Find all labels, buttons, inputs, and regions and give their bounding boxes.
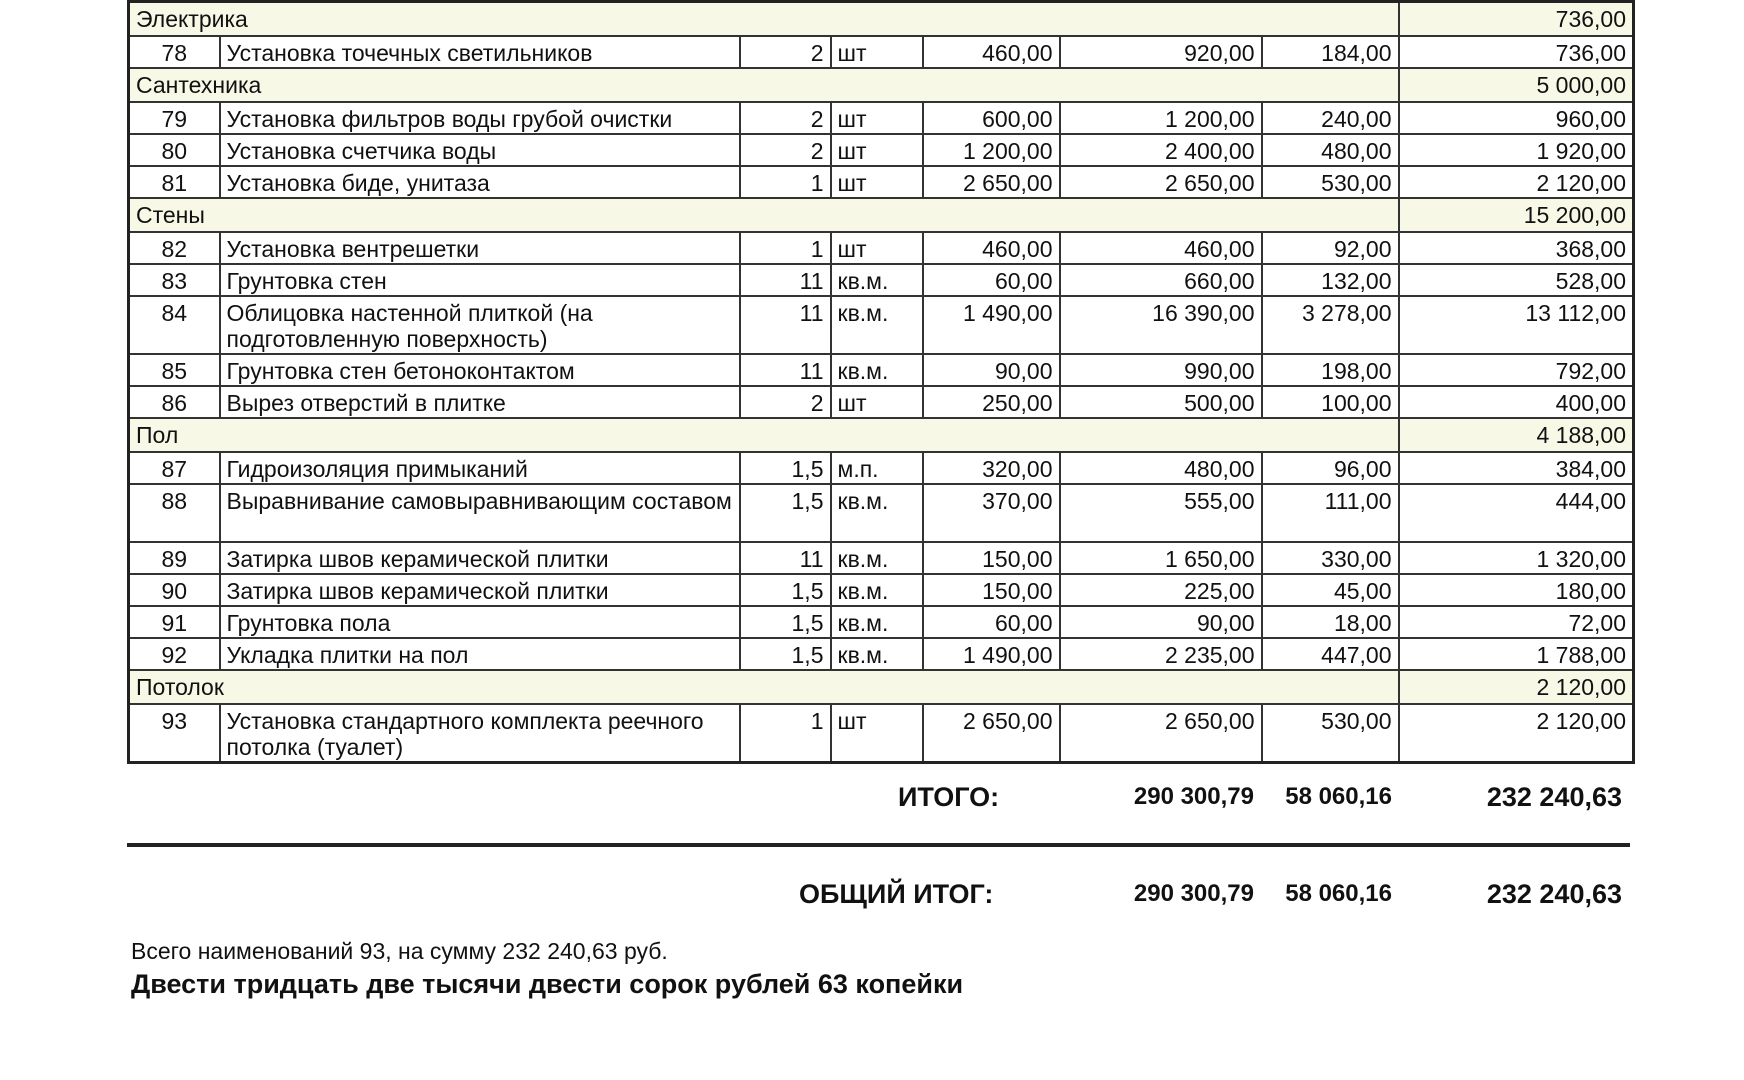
- section-name: Электрика: [129, 2, 1399, 36]
- table-row: [129, 542, 1634, 574]
- grand-totals-discount: 58 060,16: [1285, 880, 1392, 907]
- row-total: 400,00: [1399, 386, 1634, 418]
- row-discount: 92,00: [1262, 232, 1399, 264]
- row-number: 81: [129, 166, 220, 198]
- row-total: 72,00: [1399, 606, 1634, 638]
- row-total: 2 120,00: [1399, 166, 1634, 198]
- row-number: 82: [129, 232, 220, 264]
- row-price: 460,00: [923, 232, 1060, 264]
- row-discount: 198,00: [1262, 354, 1399, 386]
- row-work-name: Установка вентрешетки: [220, 232, 740, 264]
- row-discount: 530,00: [1262, 166, 1399, 198]
- table-row: [129, 166, 1634, 198]
- row-price: 60,00: [923, 264, 1060, 296]
- row-quantity: 1,5: [740, 638, 831, 670]
- row-sum: 225,00: [1060, 574, 1262, 606]
- row-total: 528,00: [1399, 264, 1634, 296]
- row-sum: 2 650,00: [1060, 704, 1262, 763]
- row-number: 90: [129, 574, 220, 606]
- row-quantity: 1,5: [740, 452, 831, 484]
- row-sum: 90,00: [1060, 606, 1262, 638]
- row-total: 13 112,00: [1399, 296, 1634, 354]
- section-name: Потолок: [129, 670, 1399, 704]
- row-discount: 45,00: [1262, 574, 1399, 606]
- row-total: 960,00: [1399, 102, 1634, 134]
- row-unit: кв.м.: [831, 264, 923, 296]
- row-quantity: 2: [740, 386, 831, 418]
- row-sum: 2 400,00: [1060, 134, 1262, 166]
- row-total: 736,00: [1399, 36, 1634, 68]
- row-number: 88: [129, 484, 220, 542]
- totals-divider: [127, 843, 1630, 847]
- row-discount: 240,00: [1262, 102, 1399, 134]
- summary-count-line: Всего наименований 93, на сумму 232 240,63 руб.: [131, 938, 668, 964]
- row-discount: 330,00: [1262, 542, 1399, 574]
- row-unit: кв.м.: [831, 484, 923, 542]
- table-row: [129, 386, 1634, 418]
- row-price: 1 200,00: [923, 134, 1060, 166]
- row-unit: шт: [831, 232, 923, 264]
- row-sum: 500,00: [1060, 386, 1262, 418]
- row-unit: кв.м.: [831, 354, 923, 386]
- row-unit: м.п.: [831, 452, 923, 484]
- row-number: 85: [129, 354, 220, 386]
- estimate-body: [129, 2, 1634, 763]
- section-total: 15 200,00: [1399, 198, 1634, 232]
- row-price: 2 650,00: [923, 166, 1060, 198]
- row-price: 600,00: [923, 102, 1060, 134]
- row-sum: 920,00: [1060, 36, 1262, 68]
- row-work-name: Затирка швов керамической плитки: [220, 574, 740, 606]
- row-total: 368,00: [1399, 232, 1634, 264]
- row-work-name: Установка точечных светильников: [220, 36, 740, 68]
- row-unit: шт: [831, 166, 923, 198]
- row-quantity: 11: [740, 542, 831, 574]
- row-sum: 16 390,00: [1060, 296, 1262, 354]
- row-price: 150,00: [923, 542, 1060, 574]
- row-quantity: 1,5: [740, 606, 831, 638]
- row-number: 87: [129, 452, 220, 484]
- row-unit: кв.м.: [831, 606, 923, 638]
- row-sum: 660,00: [1060, 264, 1262, 296]
- table-row: [129, 134, 1634, 166]
- row-unit: кв.м.: [831, 638, 923, 670]
- row-sum: 1 200,00: [1060, 102, 1262, 134]
- row-number: 86: [129, 386, 220, 418]
- totals-sum: 290 300,79: [1133, 783, 1254, 810]
- row-sum: 2 235,00: [1060, 638, 1262, 670]
- row-number: 89: [129, 542, 220, 574]
- row-quantity: 2: [740, 36, 831, 68]
- row-discount: 184,00: [1262, 36, 1399, 68]
- row-sum: 480,00: [1060, 452, 1262, 484]
- row-unit: шт: [831, 134, 923, 166]
- section-name: Сантехника: [129, 68, 1399, 102]
- row-total: 792,00: [1399, 354, 1634, 386]
- row-discount: 480,00: [1262, 134, 1399, 166]
- row-work-name: Грунтовка стен: [220, 264, 740, 296]
- row-sum: 1 650,00: [1060, 542, 1262, 574]
- row-work-name: Затирка швов керамической плитки: [220, 542, 740, 574]
- section-total: 5 000,00: [1399, 68, 1634, 102]
- grand-totals-label: ОБЩИЙ ИТОГ:: [799, 879, 994, 909]
- row-sum: 555,00: [1060, 484, 1262, 542]
- row-number: 93: [129, 704, 220, 763]
- row-price: 60,00: [923, 606, 1060, 638]
- grand-totals-total: 232 240,63: [1486, 879, 1622, 909]
- row-discount: 132,00: [1262, 264, 1399, 296]
- table-row: [129, 296, 1634, 354]
- row-discount: 530,00: [1262, 704, 1399, 763]
- row-work-name: Вырез отверстий в плитке: [220, 386, 740, 418]
- table-row: [129, 574, 1634, 606]
- row-work-name: Гидроизоляция примыканий: [220, 452, 740, 484]
- row-sum: 460,00: [1060, 232, 1262, 264]
- grand-totals-sum: 290 300,79: [1133, 880, 1254, 907]
- row-discount: 447,00: [1262, 638, 1399, 670]
- row-work-name: Установка счетчика воды: [220, 134, 740, 166]
- row-price: 1 490,00: [923, 296, 1060, 354]
- row-quantity: 1,5: [740, 574, 831, 606]
- row-quantity: 11: [740, 296, 831, 354]
- row-quantity: 2: [740, 134, 831, 166]
- row-unit: шт: [831, 102, 923, 134]
- section-name: Стены: [129, 198, 1399, 232]
- table-row: [129, 638, 1634, 670]
- row-quantity: 1: [740, 232, 831, 264]
- row-total: 384,00: [1399, 452, 1634, 484]
- row-discount: 96,00: [1262, 452, 1399, 484]
- table-row: [129, 484, 1634, 542]
- row-sum: 990,00: [1060, 354, 1262, 386]
- row-total: 1 788,00: [1399, 638, 1634, 670]
- row-quantity: 1: [740, 166, 831, 198]
- row-discount: 18,00: [1262, 606, 1399, 638]
- row-work-name: Грунтовка стен бетоноконтактом: [220, 354, 740, 386]
- row-number: 83: [129, 264, 220, 296]
- row-total: 1 320,00: [1399, 542, 1634, 574]
- row-quantity: 11: [740, 354, 831, 386]
- row-price: 90,00: [923, 354, 1060, 386]
- section-total: 2 120,00: [1399, 670, 1634, 704]
- row-discount: 111,00: [1262, 484, 1399, 542]
- totals-discount: 58 060,16: [1285, 783, 1392, 810]
- table-row: [129, 704, 1634, 763]
- row-number: 78: [129, 36, 220, 68]
- row-quantity: 1,5: [740, 484, 831, 542]
- row-number: 91: [129, 606, 220, 638]
- section-row: [129, 2, 1634, 36]
- row-quantity: 2: [740, 102, 831, 134]
- row-discount: 3 278,00: [1262, 296, 1399, 354]
- table-row: [129, 232, 1634, 264]
- row-total: 1 920,00: [1399, 134, 1634, 166]
- row-unit: кв.м.: [831, 542, 923, 574]
- summary-amount-in-words: Двести тридцать две тысячи двести сорок рублей 63 копейки: [131, 969, 964, 999]
- row-unit: кв.м.: [831, 574, 923, 606]
- row-work-name: Выравнивание самовыравнивающим составом: [220, 484, 740, 542]
- row-work-name: Установка стандартного комплекта реечного потолка (туалет): [220, 704, 740, 763]
- section-row: [129, 68, 1634, 102]
- row-sum: 2 650,00: [1060, 166, 1262, 198]
- row-unit: шт: [831, 704, 923, 763]
- row-unit: кв.м.: [831, 296, 923, 354]
- row-total: 180,00: [1399, 574, 1634, 606]
- row-total: 444,00: [1399, 484, 1634, 542]
- row-price: 1 490,00: [923, 638, 1060, 670]
- row-total: 2 120,00: [1399, 704, 1634, 763]
- section-row: [129, 198, 1634, 232]
- row-number: 80: [129, 134, 220, 166]
- section-total: 4 188,00: [1399, 418, 1634, 452]
- table-row: [129, 354, 1634, 386]
- totals-label: ИТОГО:: [898, 782, 1000, 812]
- row-work-name: Грунтовка пола: [220, 606, 740, 638]
- totals-total: 232 240,63: [1486, 782, 1622, 812]
- row-price: 250,00: [923, 386, 1060, 418]
- table-row: [129, 452, 1634, 484]
- row-price: 320,00: [923, 452, 1060, 484]
- row-price: 150,00: [923, 574, 1060, 606]
- table-row: [129, 102, 1634, 134]
- row-quantity: 1: [740, 704, 831, 763]
- table-row: [129, 606, 1634, 638]
- row-number: 84: [129, 296, 220, 354]
- row-unit: шт: [831, 36, 923, 68]
- section-row: [129, 418, 1634, 452]
- table-row: [129, 264, 1634, 296]
- row-number: 79: [129, 102, 220, 134]
- row-work-name: Облицовка настенной плиткой (на подготовленную поверхность): [220, 296, 740, 354]
- row-price: 370,00: [923, 484, 1060, 542]
- section-total: 736,00: [1399, 2, 1634, 36]
- row-price: 2 650,00: [923, 704, 1060, 763]
- row-number: 92: [129, 638, 220, 670]
- row-discount: 100,00: [1262, 386, 1399, 418]
- section-name: Пол: [129, 418, 1399, 452]
- table-row: [129, 36, 1634, 68]
- row-price: 460,00: [923, 36, 1060, 68]
- row-unit: шт: [831, 386, 923, 418]
- row-work-name: Укладка плитки на пол: [220, 638, 740, 670]
- estimate-table: [127, 0, 1635, 764]
- row-quantity: 11: [740, 264, 831, 296]
- row-work-name: Установка биде, унитаза: [220, 166, 740, 198]
- row-work-name: Установка фильтров воды грубой очистки: [220, 102, 740, 134]
- section-row: [129, 670, 1634, 704]
